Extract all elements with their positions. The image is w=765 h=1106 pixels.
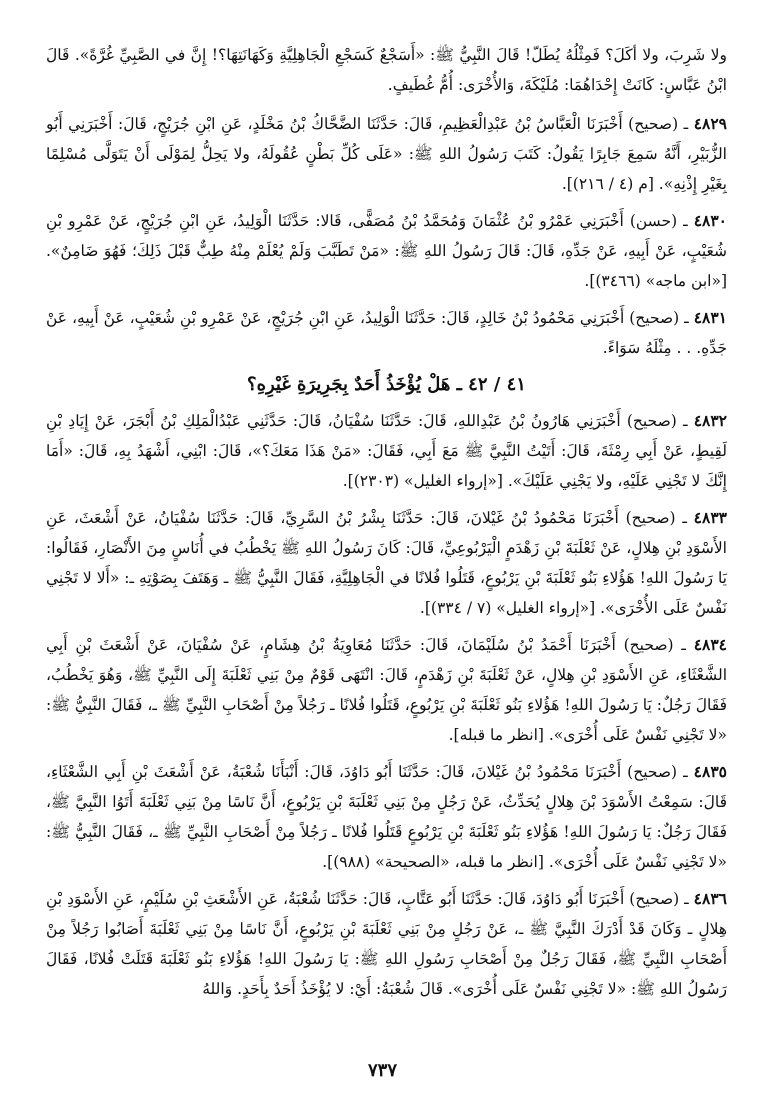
hadith-4831: ٤٨٣١ ـ (صحيح) أَخْبَرَنِي مَحْمُودُ بْنُ خَالِدٍ، قَالَ: حَدَّثَنَا الْوَلِيدُ، عَنِ ابْنِ جُرَيْجٍ، عَنْ عَمْرِو بْنِ شُعَيْبٍ، عَنْ أَبِيهِ، عَنْ جَدِّهِ. . . مِثْلَهُ سَوَاءً. (46, 308, 727, 357)
hadith-4835: ٤٨٣٥ ـ (صحيح) أَخْبَرَنَا مَحْمُودُ بْنُ غَيْلانَ، قَالَ: حَدَّثَنَا أَبُو دَاوُدَ، قَالَ: أَنْبَأَنَا شُعْبَةُ، عَنْ أَشْعَثَ بْنِ أَبِي الشَّعْثَاءِ، قَالَ: سَمِعْتُ الأَسْوَدَ بْنَ هِلالٍ يُحَدِّثُ، عَنْ رَجُلٍ مِنْ بَنِي ثَعْلَبَةَ بْنِ يَرْبُوعٍ، أَنَّ نَاسًا مِنْ بَنِي ثَعْلَبَةَ أَتَوُا النَّبِيَّ ﷺ، فَقَالَ رَجُلٌ: يَا رَسُولَ اللهِ! هَؤُلاءِ بَنُو ثَعْلَبَةَ بْنِ يَرْبُوعٍ قَتَلُوا فُلانًا ـ رَجُلاً مِنْ أَصْحَابِ النَّبِيِّ ﷺ ـ، فَقَالَ النَّبِيُّ ﷺ: «لا تَجْنِي نَفْسٌ عَلَى أُخْرَى». [انظر ما قبله، «الصحيحة» (٩٨٨)]. (46, 762, 727, 871)
hadith-grade: (صحيح) (629, 890, 680, 908)
hadith-4833: ٤٨٣٣ ـ (صحيح) أَخْبَرَنَا مَحْمُودُ بْنُ غَيْلانَ، قَالَ: حَدَّثَنَا بِشْرُ بْنُ السَّرِيِّ، قَالَ: حَدَّثَنَا سُفْيَانُ، عَنْ أَشْعَثَ، عَنِ الأَسْوَدِ بْنِ هِلالٍ، عَنْ ثَعْلَبَةَ بْنِ زَهْدَمٍ الْيَرْبُوعِيِّ، قَالَ: كَانَ رَسُولُ اللهِ ﷺ يَخْطُبُ في أُنَاسٍ مِنَ الأَنْصَارِ، فَقَالُوا: يَا رَسُولَ اللهِ! هَؤُلاءِ بَنُو ثَعْلَبَةَ بْنِ يَرْبُوعٍ، قَتَلُوا فُلانًا في الْجَاهِلِيَّةِ، فَقَالَ النَّبِيُّ ﷺ ـ وَهَتَفَ بِصَوْتِهِ ـ: «أَلا لا تَجْنِي نَفْسٌ عَلَى الأُخْرَى». [«إرواء الغليل» (٧ / ٣٣٤)]. (46, 508, 727, 617)
hadith-grade: (صحيح) (628, 115, 679, 133)
hadith-4834: ٤٨٣٤ ـ (صحيح) أَخْبَرَنَا أَحْمَدُ بْنُ سُلَيْمَانَ، قَالَ: حَدَّثَنَا مُعَاوِيَةُ بْنُ هِشَامٍ، عَنْ سُفْيَانَ، عَنْ أَشْعَثَ بْنِ أَبِي الشَّعْثَاءِ، عَنِ الأَسْوَدِ بْنِ هِلالٍ، عَنْ ثَعْلَبَةَ بْنِ زَهْدَمٍ، قَالَ: انْتَهَى قَوْمٌ مِنْ بَنِي ثَعْلَبَةَ إِلَى النَّبِيِّ ﷺ، وَهُوَ يَخْطُبُ، فَقَالَ رَجُلٌ: يَا رَسُولَ اللهِ! هَؤُلاءِ بَنُو ثَعْلَبَةَ بْنِ يَرْبُوعٍ، قَتَلُوا فُلانًا ـ رَجُلاً مِنْ أَصْحَابِ النَّبِيِّ ﷺ ـ، فَقَالَ النَّبِيُّ ﷺ: «لا تَجْنِي نَفْسٌ عَلَى أُخْرَى». [انظر ما قبله]. (46, 635, 728, 744)
hadith-text: أَخْبَرَنَا أَحْمَدُ بْنُ سُلَيْمَانَ، قَالَ: حَدَّثَنَا مُعَاوِيَةُ بْنُ هِشَامٍ، عَنْ سُفْيَانَ، عَنْ أَشْعَثَ بْنِ أَبِي الشَّعْثَاءِ، عَنِ الأَسْوَدِ بْنِ هِلالٍ، عَنْ ثَعْلَبَةَ بْنِ زَهْدَمٍ، قَالَ: انْتَهَى قَوْمٌ مِنْ بَنِي ثَعْلَبَةَ إِلَى النَّبِيِّ ﷺ، وَهُوَ يَخْطُبُ، فَقَالَ رَجُلٌ: يَا رَسُولَ اللهِ! هَؤُلاءِ بَنُو ثَعْلَبَةَ بْنِ يَرْبُوعٍ، قَتَلُوا فُلانًا ـ رَجُلاً مِنْ أَصْحَابِ النَّبِيِّ ﷺ ـ، فَقَالَ النَّبِيُّ ﷺ: «لا تَجْنِي نَفْسٌ عَلَى أُخْرَى». [انظر ما قبله]. (46, 636, 727, 744)
hadith-number: ٤٨٢٩ (693, 114, 727, 133)
hadith-text: أَخْبَرَنِي عَمْرُو بْنُ عُثْمَانَ وَمُحَمَّدُ بْنُ مُصَفًّى، قَالا: حَدَّثَنَا الْوَلِيدُ، عَنِ ابْنِ جُرَيْجٍ، عَنْ عَمْرِو بْنِ شُعَيْبٍ، عَنْ أَبِيهِ، عَنْ جَدِّهِ، قَالَ: قَالَ رَسُولُ اللهِ ﷺ: «مَنْ تَطَبَّبَ وَلَمْ يُعْلَمْ مِنْهُ طِبٌّ قَبْلَ ذَلِكَ؛ فَهُوَ ضَامِنٌ». [«ابن ماجه» (٣٤٦٦)]. (46, 212, 727, 290)
hadith-number: ٤٨٣٠ (693, 211, 727, 230)
hadith-grade: (صحيح) (627, 763, 678, 781)
hadith-grade: (صحيح) (626, 412, 677, 430)
hadith-4829: ٤٨٢٩ ـ (صحيح) أَخْبَرَنَا الْعَبَّاسُ بْنُ عَبْدِالْعَظِيمِ، قَالَ: حَدَّثَنَا الضَّحَّاكُ بْنُ مَخْلَدٍ، عَنِ ابْنِ جُرَيْجٍ، قَالَ: أَخْبَرَنِي أَبُو الزُّبَيْرِ، أَنَّهُ سَمِعَ جَابِرًا يَقُولُ: كَتَبَ رَسُولُ اللهِ ﷺ: «عَلَى كُلِّ بَطْنٍ عُقُولَهُ، ولا يَحِلُّ لِمَوْلَى أَنْ يَتَوَلَّى مُسْلِمًا بِغَيْرِ إِذْنِهِ». [م (٤ / ٢١٦)]. (46, 114, 727, 193)
hadith-number: ٤٨٣٦ (693, 889, 727, 908)
hadith-number: ٤٨٣١ (693, 308, 727, 327)
hadith-grade: (صحيح) (629, 309, 680, 327)
hadith-text: أَخْبَرَنَا مَحْمُودُ بْنُ غَيْلانَ، قَالَ: حَدَّثَنَا بِشْرُ بْنُ السَّرِيِّ، قَالَ: حَدَّثَنَا سُفْيَانُ، عَنْ أَشْعَثَ، عَنِ الأَسْوَدِ بْنِ هِلالٍ، عَنْ ثَعْلَبَةَ بْنِ زَهْدَمٍ الْيَرْبُوعِيِّ، قَالَ: كَانَ رَسُولُ اللهِ ﷺ يَخْطُبُ في أُنَاسٍ مِنَ الأَنْصَارِ، فَقَالُوا: يَا رَسُولَ اللهِ! هَؤُلاءِ بَنُو ثَعْلَبَةَ بْنِ يَرْبُوعٍ، قَتَلُوا فُلانًا في الْجَاهِلِيَّةِ، فَقَالَ النَّبِيُّ ﷺ ـ وَهَتَفَ بِصَوْتِهِ ـ: «أَلا لا تَجْنِي نَفْسٌ عَلَى الأُخْرَى». [«إرواء الغليل» (٧ / ٣٣٤)]. (46, 509, 727, 617)
hadith-number: ٤٨٣٥ (693, 762, 727, 781)
hadith-4830: ٤٨٣٠ ـ (حسن) أَخْبَرَنِي عَمْرُو بْنُ عُثْمَانَ وَمُحَمَّدُ بْنُ مُصَفًّى، قَالا: حَدَّثَنَا الْوَلِيدُ، عَنِ ابْنِ جُرَيْجٍ، عَنْ عَمْرِو بْنِ شُعَيْبٍ، عَنْ أَبِيهِ، عَنْ جَدِّهِ، قَالَ: قَالَ رَسُولُ اللهِ ﷺ: «مَنْ تَطَبَّبَ وَلَمْ يُعْلَمْ مِنْهُ طِبٌّ قَبْلَ ذَلِكَ؛ فَهُوَ ضَامِنٌ». [«ابن ماجه» (٣٤٦٦)]. (46, 211, 727, 290)
page-number: ٧٣٧ (367, 1060, 397, 1081)
hadith-number: ٤٨٣٣ (693, 508, 727, 527)
hadith-4836: ٤٨٣٦ ـ (صحيح) أَخْبَرَنَا أَبُو دَاوُدَ، قَالَ: حَدَّثَنَا أَبُو عَتَّابٍ، قَالَ: حَدَّثَنَا شُعْبَةُ، عَنِ الأَشْعَثِ بْنِ سُلَيْمٍ، عَنِ الأَسْوَدِ بْنِ هِلالٍ ـ وَكَانَ قَدْ أَدْرَكَ النَّبِيَّ ﷺ ـ، عَنْ رَجُلٍ مِنْ بَنِي ثَعْلَبَةَ بْنِ يَرْبُوعٍ، أَنَّ نَاسًا مِنْ بَنِي ثَعْلَبَةَ أَصَابُوا رَجُلاً مِنْ أَصْحَابِ النَّبِيِّ ﷺ، فَقَالَ رَجُلٌ مِنْ أَصْحَابِ رَسُولِ اللهِ ﷺ: يَا رَسُولَ اللهِ! هَؤُلاءِ بَنُو ثَعْلَبَةَ قَتَلَتْ فُلانًا، فَقَالَ رَسُولُ اللهِ ﷺ: «لا تَجْنِي نَفْسٌ عَلَى أُخْرَى». قَالَ شُعْبَةُ: أَيْ: لا يُؤْخَذُ أَحَدٌ بِأَحَدٍ. وَاللهُ (46, 889, 727, 998)
hadith-4832: ٤٨٣٢ ـ (صحيح) أَخْبَرَنِي هَارُونُ بْنُ عَبْدِاللهِ، قَالَ: حَدَّثَنَا سُفْيَانُ، قَالَ: حَدَّثَنِي عَبْدُالْمَلِكِ بْنُ أَبْجَرَ، عَنْ إِيَادِ بْنِ لَقِيطٍ، عَنْ أَبِي رِمْثَةَ، قَالَ: أَتَيْتُ النَّبِيَّ ﷺ مَعَ أَبِي، فَقَالَ: «مَنْ هَذَا مَعَكَ؟»، قَالَ: ابْنِي، أَشْهَدُ بِهِ، قَالَ: «أَمَا إِنَّكَ لا تَجْنِي عَلَيْهِ، ولا يَجْنِي عَلَيْكَ». [«إرواء الغليل» (٢٣٠٣)]. (46, 411, 727, 490)
hadith-text: أَخْبَرَنَا أَبُو دَاوُدَ، قَالَ: حَدَّثَنَا أَبُو عَتَّابٍ، قَالَ: حَدَّثَنَا شُعْبَةُ، عَنِ الأَشْعَثِ بْنِ سُلَيْمٍ، عَنِ الأَسْوَدِ بْنِ هِلالٍ ـ وَكَانَ قَدْ أَدْرَكَ النَّبِيَّ ﷺ ـ، عَنْ رَجُلٍ مِنْ بَنِي ثَعْلَبَةَ بْنِ يَرْبُوعٍ، أَنَّ نَاسًا مِنْ بَنِي ثَعْلَبَةَ أَصَابُوا رَجُلاً مِنْ أَصْحَابِ النَّبِيِّ ﷺ، فَقَالَ رَجُلٌ مِنْ أَصْحَابِ رَسُولِ اللهِ ﷺ: يَا رَسُولَ اللهِ! هَؤُلاءِ بَنُو ثَعْلَبَةَ قَتَلَتْ فُلانًا، فَقَالَ رَسُولُ اللهِ ﷺ: «لا تَجْنِي نَفْسٌ عَلَى أُخْرَى». قَالَ شُعْبَةُ: أَيْ: لا يُؤْخَذُ أَحَدٌ بِأَحَدٍ. وَاللهُ (46, 890, 727, 998)
hadith-text: أَخْبَرَنِي مَحْمُودُ بْنُ خَالِدٍ، قَالَ: حَدَّثَنَا الْوَلِيدُ، عَنِ ابْنِ جُرَيْجٍ، عَنْ عَمْرِو بْنِ شُعَيْبٍ، عَنْ أَبِيهِ، عَنْ جَدِّهِ. . . مِثْلَهُ سَوَاءً. (46, 309, 727, 357)
hadith-grade: (صحيح) (623, 636, 674, 654)
chapter-heading: ٤١ / ٤٢ ـ هَلْ يُؤْخَذُ أَحَدٌ بِجَرِيرَةِ غَيْرِهِ؟ (247, 374, 526, 395)
opening-paragraph: ولا شَرِبَ، ولا أكَلَ؟ فَمِثْلُهُ يُطَلّ! قَالَ النَّبِيُّ ﷺ: «أَسَجْعٌ كَسَجْعِ الْجَاهِلِيَّةِ وَكَهَانَتِهَا؟! إِنَّ في الصَّبِيِّ غُرَّةً». قَالَ ابْنُ عَبَّاسٍ: كَانَتْ إِحْدَاهُمَا: مُلَيْكَةَ، وَالأُخْرَى: أُمُّ غُطَيفٍ. (46, 46, 727, 94)
hadith-grade: (حسن) (629, 212, 678, 230)
hadith-number: ٤٨٣٤ (693, 635, 728, 654)
hadith-text: أَخْبَرَنَا مَحْمُودُ بْنُ غَيْلانَ، قَالَ: حَدَّثَنَا أَبُو دَاوُدَ، قَالَ: أَنْبَأَنَا شُعْبَةُ، عَنْ أَشْعَثَ بْنِ أَبِي الشَّعْثَاءِ، قَالَ: سَمِعْتُ الأَسْوَدَ بْنَ هِلالٍ يُحَدِّثُ، عَنْ رَجُلٍ مِنْ بَنِي ثَعْلَبَةَ بْنِ يَرْبُوعٍ، أَنَّ نَاسًا مِنْ بَنِي ثَعْلَبَةَ أَتَوُا النَّبِيَّ ﷺ، فَقَالَ رَجُلٌ: يَا رَسُولَ اللهِ! هَؤُلاءِ بَنُو ثَعْلَبَةَ بْنِ يَرْبُوعٍ قَتَلُوا فُلانًا ـ رَجُلاً مِنْ أَصْحَابِ النَّبِيِّ ﷺ ـ، فَقَالَ النَّبِيُّ ﷺ: «لا تَجْنِي نَفْسٌ عَلَى أُخْرَى». [انظر ما قبله، «الصحيحة» (٩٨٨)]. (46, 763, 727, 871)
page-content (46, 40, 727, 1004)
hadith-grade: (صحيح) (625, 509, 676, 527)
hadith-text: أَخْبَرَنِي هَارُونُ بْنُ عَبْدِاللهِ، قَالَ: حَدَّثَنَا سُفْيَانُ، قَالَ: حَدَّثَنِي عَبْدُالْمَلِكِ بْنُ أَبْجَرَ، عَنْ إِيَادِ بْنِ لَقِيطٍ، عَنْ أَبِي رِمْثَةَ، قَالَ: أَتَيْتُ النَّبِيَّ ﷺ مَعَ أَبِي، فَقَالَ: «مَنْ هَذَا مَعَكَ؟»، قَالَ: ابْنِي، أَشْهَدُ بِهِ، قَالَ: «أَمَا إِنَّكَ لا تَجْنِي عَلَيْهِ، ولا يَجْنِي عَلَيْكَ». [«إرواء الغليل» (٢٣٠٣)]. (46, 412, 727, 490)
hadith-text: أَخْبَرَنَا الْعَبَّاسُ بْنُ عَبْدِالْعَظِيمِ، قَالَ: حَدَّثَنَا الضَّحَّاكُ بْنُ مَخْلَدٍ، عَنِ ابْنِ جُرَيْجٍ، قَالَ: أَخْبَرَنِي أَبُو الزُّبَيْرِ، أَنَّهُ سَمِعَ جَابِرًا يَقُولُ: كَتَبَ رَسُولُ اللهِ ﷺ: «عَلَى كُلِّ بَطْنٍ عُقُولَهُ، ولا يَحِلُّ لِمَوْلَى أَنْ يَتَوَلَّى مُسْلِمًا بِغَيْرِ إِذْنِهِ». [م (٤ / ٢١٦)]. (46, 115, 727, 193)
hadith-number: ٤٨٣٢ (693, 411, 727, 430)
